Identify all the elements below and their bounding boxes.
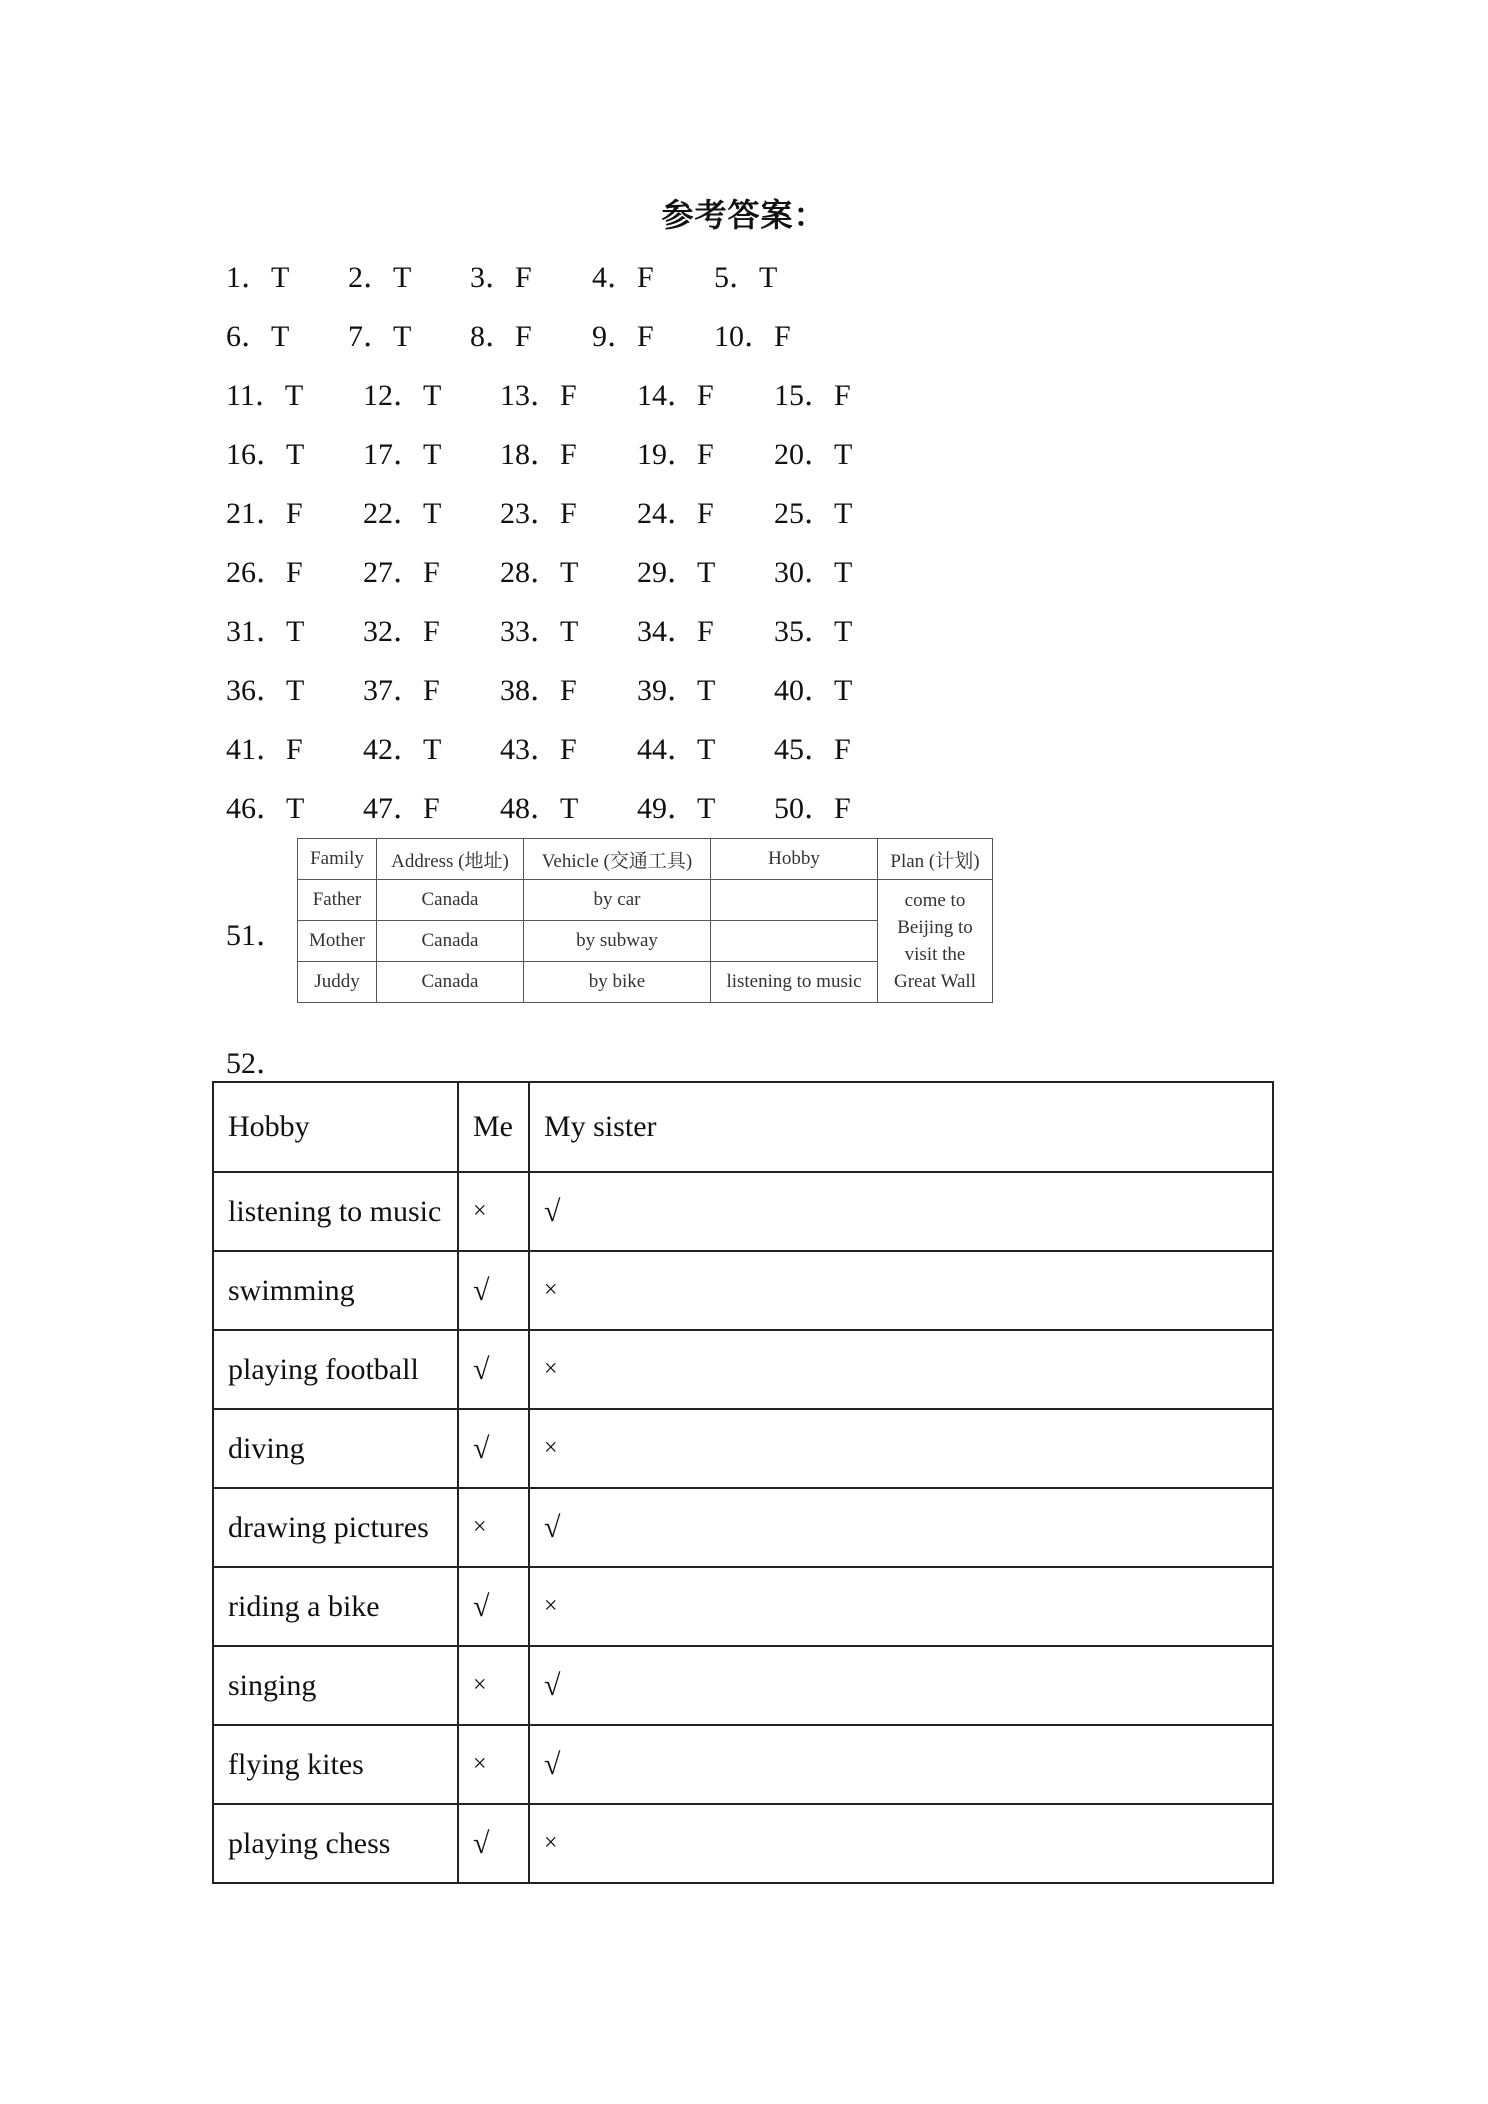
cell: by bike (524, 962, 711, 1003)
me-mark-cell: √ (458, 1567, 529, 1646)
answer-item: 1．T (226, 261, 290, 294)
plan-cell: come to Beijing to visit the Great Wall (878, 880, 993, 1003)
sister-mark-cell: √ (529, 1172, 1273, 1251)
page-title: 参考答案： (661, 196, 827, 234)
answer-item: 48．T (500, 792, 579, 825)
answer-item: 32．F (363, 615, 440, 648)
cell: Canada (377, 880, 524, 921)
cell: Father (298, 880, 377, 921)
answer-item: 44．T (637, 733, 716, 766)
table-row (213, 1725, 1273, 1804)
me-mark-cell: √ (458, 1804, 529, 1883)
answer-item: 20．T (774, 438, 853, 471)
hobby-cell: riding a bike (213, 1567, 458, 1646)
header-cell: Plan (计划) (878, 839, 993, 880)
answer-item: 46．T (226, 792, 305, 825)
header-cell: Vehicle (交通工具) (524, 839, 711, 880)
answer-item: 50．F (774, 792, 851, 825)
answer-item: 28．T (500, 556, 579, 589)
hobby-table (212, 1081, 1274, 1884)
answer-item: 25．T (774, 497, 853, 530)
table-row (213, 1172, 1273, 1251)
answer-item: 39．T (637, 674, 716, 707)
cell: Mother (298, 921, 377, 962)
table-header-row (298, 839, 993, 880)
answer-item: 22．T (363, 497, 442, 530)
answer-item: 34．F (637, 615, 714, 648)
sister-mark-cell: × (529, 1330, 1273, 1409)
answer-item: 3．F (470, 261, 532, 294)
answer-item: 19．F (637, 438, 714, 471)
table-row (213, 1567, 1273, 1646)
sister-mark-cell: √ (529, 1646, 1273, 1725)
cell: by car (524, 880, 711, 921)
header-cell: Family (298, 839, 377, 880)
answer-item: 31．T (226, 615, 305, 648)
answer-item: 45．F (774, 733, 851, 766)
answer-item: 29．T (637, 556, 716, 589)
me-mark-cell: × (458, 1725, 529, 1804)
answer-item: 38．F (500, 674, 577, 707)
hobby-cell: diving (213, 1409, 458, 1488)
answer-item: 47．F (363, 792, 440, 825)
sister-mark-cell: × (529, 1251, 1273, 1330)
answer-item: 14．F (637, 379, 714, 412)
answer-item: 4．F (592, 261, 654, 294)
answer-item: 36．T (226, 674, 305, 707)
question-52-label: 52． (226, 1047, 286, 1080)
answer-item: 42．T (363, 733, 442, 766)
question-51-label: 51． (226, 919, 286, 952)
table-row (213, 1330, 1273, 1409)
sister-mark-cell: × (529, 1409, 1273, 1488)
header-cell: Address (地址) (377, 839, 524, 880)
answer-item: 43．F (500, 733, 577, 766)
answer-item: 9．F (592, 320, 654, 353)
answer-item: 13．F (500, 379, 577, 412)
sister-mark-cell: √ (529, 1725, 1273, 1804)
hobby-cell: playing football (213, 1330, 458, 1409)
answer-item: 18．F (500, 438, 577, 471)
hobby-cell: flying kites (213, 1725, 458, 1804)
table-row (298, 880, 993, 921)
header-cell: Hobby (213, 1082, 458, 1172)
answer-item: 6．T (226, 320, 290, 353)
header-cell: Hobby (711, 839, 878, 880)
me-mark-cell: √ (458, 1330, 529, 1409)
cell: by subway (524, 921, 711, 962)
answer-item: 23．F (500, 497, 577, 530)
cell: Canada (377, 921, 524, 962)
table-row (213, 1251, 1273, 1330)
table-row (213, 1409, 1273, 1488)
sister-mark-cell: √ (529, 1488, 1273, 1567)
answer-item: 24．F (637, 497, 714, 530)
family-info-table (297, 838, 993, 1003)
me-mark-cell: × (458, 1172, 529, 1251)
table-row (213, 1804, 1273, 1883)
answer-item: 30．T (774, 556, 853, 589)
cell: Canada (377, 962, 524, 1003)
answer-item: 16．T (226, 438, 305, 471)
hobby-cell: listening to music (213, 1172, 458, 1251)
answer-item: 27．F (363, 556, 440, 589)
answer-item: 15．F (774, 379, 851, 412)
answer-item: 7．T (348, 320, 412, 353)
me-mark-cell: √ (458, 1409, 529, 1488)
answer-item: 35．T (774, 615, 853, 648)
table-row (213, 1646, 1273, 1725)
answer-item: 37．F (363, 674, 440, 707)
answer-item: 11．T (226, 379, 304, 412)
sister-mark-cell: × (529, 1804, 1273, 1883)
answer-item: 33．T (500, 615, 579, 648)
answer-item: 2．T (348, 261, 412, 294)
table-header-row (213, 1082, 1273, 1172)
cell (711, 880, 878, 921)
hobby-cell: playing chess (213, 1804, 458, 1883)
answer-item: 17．T (363, 438, 442, 471)
answer-item: 12．T (363, 379, 442, 412)
cell (711, 921, 878, 962)
header-cell: My sister (529, 1082, 1273, 1172)
hobby-cell: swimming (213, 1251, 458, 1330)
answer-item: 26．F (226, 556, 303, 589)
me-mark-cell: × (458, 1646, 529, 1725)
me-mark-cell: √ (458, 1251, 529, 1330)
header-cell: Me (458, 1082, 529, 1172)
answer-item: 21．F (226, 497, 303, 530)
cell: listening to music (711, 962, 878, 1003)
cell: Juddy (298, 962, 377, 1003)
me-mark-cell: × (458, 1488, 529, 1567)
answer-item: 8．F (470, 320, 532, 353)
hobby-cell: drawing pictures (213, 1488, 458, 1567)
answer-item: 49．T (637, 792, 716, 825)
answer-item: 41．F (226, 733, 303, 766)
answer-item: 40．T (774, 674, 853, 707)
sister-mark-cell: × (529, 1567, 1273, 1646)
table-row (213, 1488, 1273, 1567)
hobby-cell: singing (213, 1646, 458, 1725)
answer-item: 10．F (714, 320, 791, 353)
answer-item: 5．T (714, 261, 778, 294)
